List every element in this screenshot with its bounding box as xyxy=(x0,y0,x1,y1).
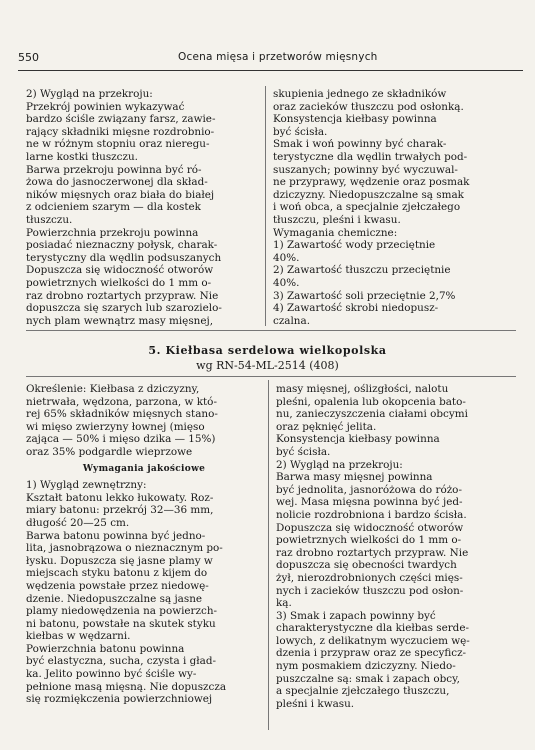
text-line: zająca — 50% i mięso dzika — 15%) xyxy=(26,433,216,446)
text-line: żowa do jasnoczerwonej dla skład- xyxy=(26,176,208,189)
text-line: 3) Zawartość soli przeciętnie 2,7% xyxy=(273,289,456,302)
text-line: być ścisła. xyxy=(276,445,331,458)
text-line: 4) Zawartość skrobi niedopusz- xyxy=(273,302,439,315)
text-line: pleśni, opalenia lub okopcenia bato- xyxy=(276,395,466,408)
text-line: czalna. xyxy=(273,314,311,327)
text-line: powietrznych wielkości do 1 mm o- xyxy=(26,276,212,289)
text-line: miejscach styku batonu z kijem do xyxy=(26,567,208,580)
text-line: 40%. xyxy=(273,251,300,264)
text-line: dzenie. Niedopuszczalne są jasne xyxy=(26,592,203,605)
text-line: dziczyzny. Niedopuszczalne są smak xyxy=(273,188,464,201)
text-line: wej. Masa mięsna powinna być jed- xyxy=(276,496,463,509)
text-line: Barwa przekroju powinna być ró- xyxy=(26,163,202,176)
text-line: ni batonu, powstałe na skutek styku xyxy=(26,617,216,630)
text-line: wędzenia powstałe przez niedowę- xyxy=(26,579,209,592)
text-line: skupienia jednego ze składników xyxy=(273,88,447,100)
text-line: Kształt batonu lekko łukowaty. Roz- xyxy=(26,491,214,504)
text-line: 2) Zawartość tłuszczu przeciętnie xyxy=(273,264,451,277)
text-line: ników mięsnych oraz biała do białej xyxy=(26,188,215,201)
text-line: Barwa batonu powinna być jedno- xyxy=(26,529,206,542)
top-section-rule xyxy=(26,330,516,331)
text-line: ne w różnym stopniu oraz nieregu- xyxy=(26,138,210,151)
text-line: 1) Zawartość wody przeciętnie xyxy=(273,239,436,252)
text-line: 3) Smak i zapach powinny być xyxy=(276,609,436,622)
text-line: być jednolita, jasnoróżowa do różo- xyxy=(276,483,462,496)
section-title: 5. Kiełbasa serdelowa wielkopolska xyxy=(148,344,387,357)
text-line: charakterystyczne dla kiełbas serde- xyxy=(276,622,469,635)
text-line: ką. xyxy=(276,597,292,610)
text-line: dopuszcza się obecności twardych xyxy=(276,559,457,572)
text-line: Dopuszcza się widoczność otworów xyxy=(26,264,214,277)
text-line: Wymagania chemiczne: xyxy=(273,226,398,239)
text-line: Barwa masy mięsnej powinna xyxy=(276,471,433,484)
text-line: dzenia i przypraw oraz ze specyficz- xyxy=(276,647,467,660)
text-line: nietrwała, wędzona, parzona, w któ- xyxy=(26,395,217,408)
text-line: powietrznych wielkości do 1 mm o- xyxy=(276,534,462,547)
text-line: Konsystencja kiełbasy powinna xyxy=(276,433,440,446)
text-line: nych plam wewnątrz masy mięsnej, xyxy=(26,314,214,327)
text-line: tłuszczu, pleśni i kwasu. xyxy=(273,213,401,226)
running-title: Ocena mięsa i przetworów mięsnych xyxy=(178,51,378,63)
text-line: Dopuszcza się widoczność otworów xyxy=(276,521,464,534)
text-line: nych i zacieków tłuszczu pod osłon- xyxy=(276,584,464,597)
text-line: bardzo ściśle związany farsz, zawie- xyxy=(26,113,216,126)
text-line: nym posmakiem dziczyzny. Niedo- xyxy=(276,660,456,673)
text-line: raz drobno roztartych przypraw. Nie xyxy=(26,289,219,302)
text-line: 2) Wygląd na przekroju: xyxy=(26,88,153,100)
text-line: z odcieniem szarym — dla kostek xyxy=(26,201,201,214)
text-line: ne przyprawy, wędzenie oraz posmak xyxy=(273,176,470,189)
header-rule xyxy=(18,70,523,71)
text-line: terystyczny dla wędlin podsuszanych xyxy=(26,251,222,264)
text-line: larne kostki tłuszczu. xyxy=(26,150,138,163)
text-line: wi mięso zwierzyny łownej (mięso xyxy=(26,420,205,433)
text-line: tłuszczu. xyxy=(26,213,73,226)
text-line: raz drobno roztartych przypraw. Nie xyxy=(276,546,469,559)
text-line: rający składniki mięsne rozdrobnio- xyxy=(26,125,215,138)
text-line: lowych, z delikatnym wyczuciem wę- xyxy=(276,634,470,647)
text-line: a specjalnie zjełczałego tłuszczu, xyxy=(276,685,450,698)
text-line: Powierzchnia batonu powinna xyxy=(26,642,185,655)
text-line: oraz zacieków tłuszczu pod osłonką. xyxy=(273,100,464,113)
text-line: nu, zanieczyszczenia ciałami obcymi xyxy=(276,408,468,421)
text-line: lita, jasnobrązowa o nieznacznym po- xyxy=(26,542,223,555)
top-column-divider xyxy=(265,86,266,326)
text-line: długość 20—25 cm. xyxy=(26,516,130,529)
text-line: pełnione masą mięsną. Nie dopuszcza xyxy=(26,680,227,693)
text-line: oraz 35% podgardle wieprzowe xyxy=(26,445,193,458)
text-line: 1) Wygląd zewnętrzny: xyxy=(26,479,147,492)
text-line: Przekrój powinien wykazywać xyxy=(26,100,185,113)
text-line: być elastyczna, sucha, czysta i gład- xyxy=(26,655,216,668)
bottom-left-column xyxy=(26,383,262,706)
section-rule xyxy=(26,376,516,377)
text-line: Smak i woń powinny być charak- xyxy=(273,138,447,151)
section-subtitle: wg RN-54-ML-2514 (408) xyxy=(196,359,339,372)
text-line: Powierzchnia przekroju powinna xyxy=(26,226,199,239)
text-line: oraz pęknięć jelita. xyxy=(276,420,377,433)
text-line: nolicie rozdrobniona i bardzo ścisła. xyxy=(276,508,467,521)
text-line: 40%. xyxy=(273,276,300,289)
bottom-right-column xyxy=(276,383,514,710)
bottom-column-divider xyxy=(268,380,269,730)
top-right-column xyxy=(273,88,511,327)
text-line: być ścisła. xyxy=(273,125,328,138)
text-line: Określenie: Kiełbasa z dziczyzny, xyxy=(26,383,200,395)
text-line: masy mięsnej, oślizgłości, nalotu xyxy=(276,383,449,395)
text-line: ka. Jelito powinno być ściśle wy- xyxy=(26,668,197,681)
top-left-column xyxy=(26,88,258,327)
text-line: dopuszcza się szarych lub szarozielo- xyxy=(26,302,222,315)
quality-heading: Wymagania jakościowe xyxy=(82,463,206,474)
text-line: posiadać nieznaczny połysk, charak- xyxy=(26,239,218,252)
text-line: puszczalne są: smak i zapach obcy, xyxy=(276,672,460,685)
text-line: suszanych; powinny być wyczuwal- xyxy=(273,163,458,176)
text-line: się rozmiękczenia powierzchniowej xyxy=(26,693,213,706)
text-line: Konsystencja kiełbasy powinna xyxy=(273,113,437,126)
text-line: terystyczne dla wędlin trwałych pod- xyxy=(273,150,468,163)
text-line: łysku. Dopuszcza się jasne plamy w xyxy=(26,554,213,567)
text-line: kiełbas w wędzarni. xyxy=(26,630,131,643)
text-line: rej 65% składników mięsnych stano- xyxy=(26,408,218,421)
text-line: pleśni i kwasu. xyxy=(276,697,355,710)
text-line: żył, nierozdrobnionych części mięs- xyxy=(276,571,463,584)
text-line: miary batonu: przekrój 32—36 mm, xyxy=(26,504,214,517)
text-line: i woń obca, a specjalnie zjełczałego xyxy=(273,201,461,214)
text-line: 2) Wygląd na przekroju: xyxy=(276,458,403,471)
page-number: 550 xyxy=(18,51,39,64)
text-line: plamy niedowędzenia na powierzch- xyxy=(26,605,218,618)
